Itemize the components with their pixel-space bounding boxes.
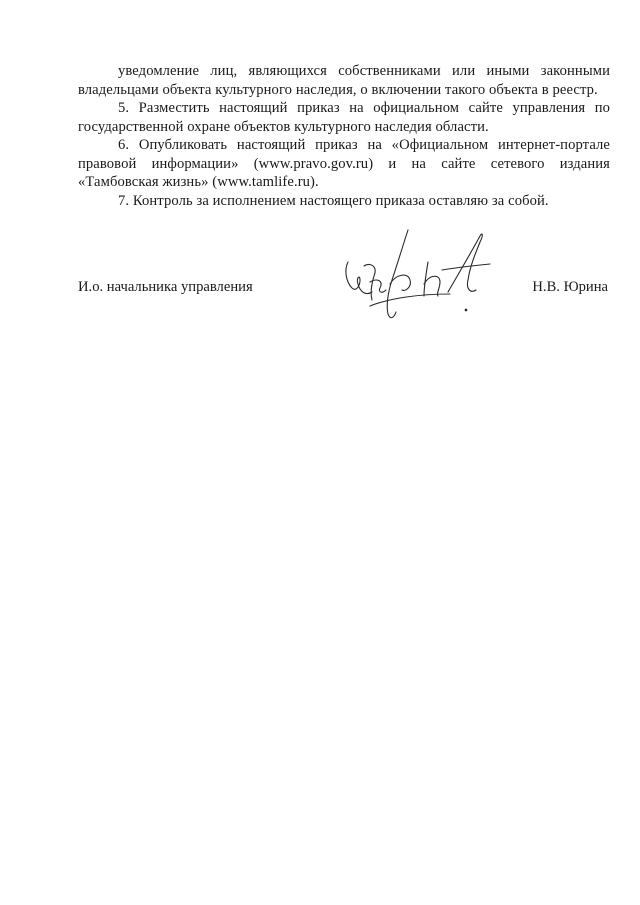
paragraph-item-7: 7. Контроль за исполнением настоящего приказа оставляю за собой. — [118, 192, 549, 209]
paragraph-continuation: уведомление лиц, являющихся собственниками или иными законными владельцами объекта культурного наследия, о включении такого объекта в реестр. — [78, 63, 610, 98]
signatory-name: Н.В. Юрина — [532, 279, 608, 295]
paragraph-item-6: 6. Опубликовать настоящий приказ на «Официальном интернет-портале правовой информации» (www.pravo.gov.ru) и на сайте сетевого издания «Тамбовская жизнь» (www.tamlife.ru). — [78, 137, 610, 190]
handwritten-signature — [330, 222, 510, 332]
document-body — [78, 62, 610, 210]
paragraph-item-5: 5. Разместить настоящий приказ на официальном сайте управления по государственной охране объектов культурного наследия области. — [78, 100, 610, 135]
signatory-position: И.о. начальника управления — [78, 279, 253, 295]
